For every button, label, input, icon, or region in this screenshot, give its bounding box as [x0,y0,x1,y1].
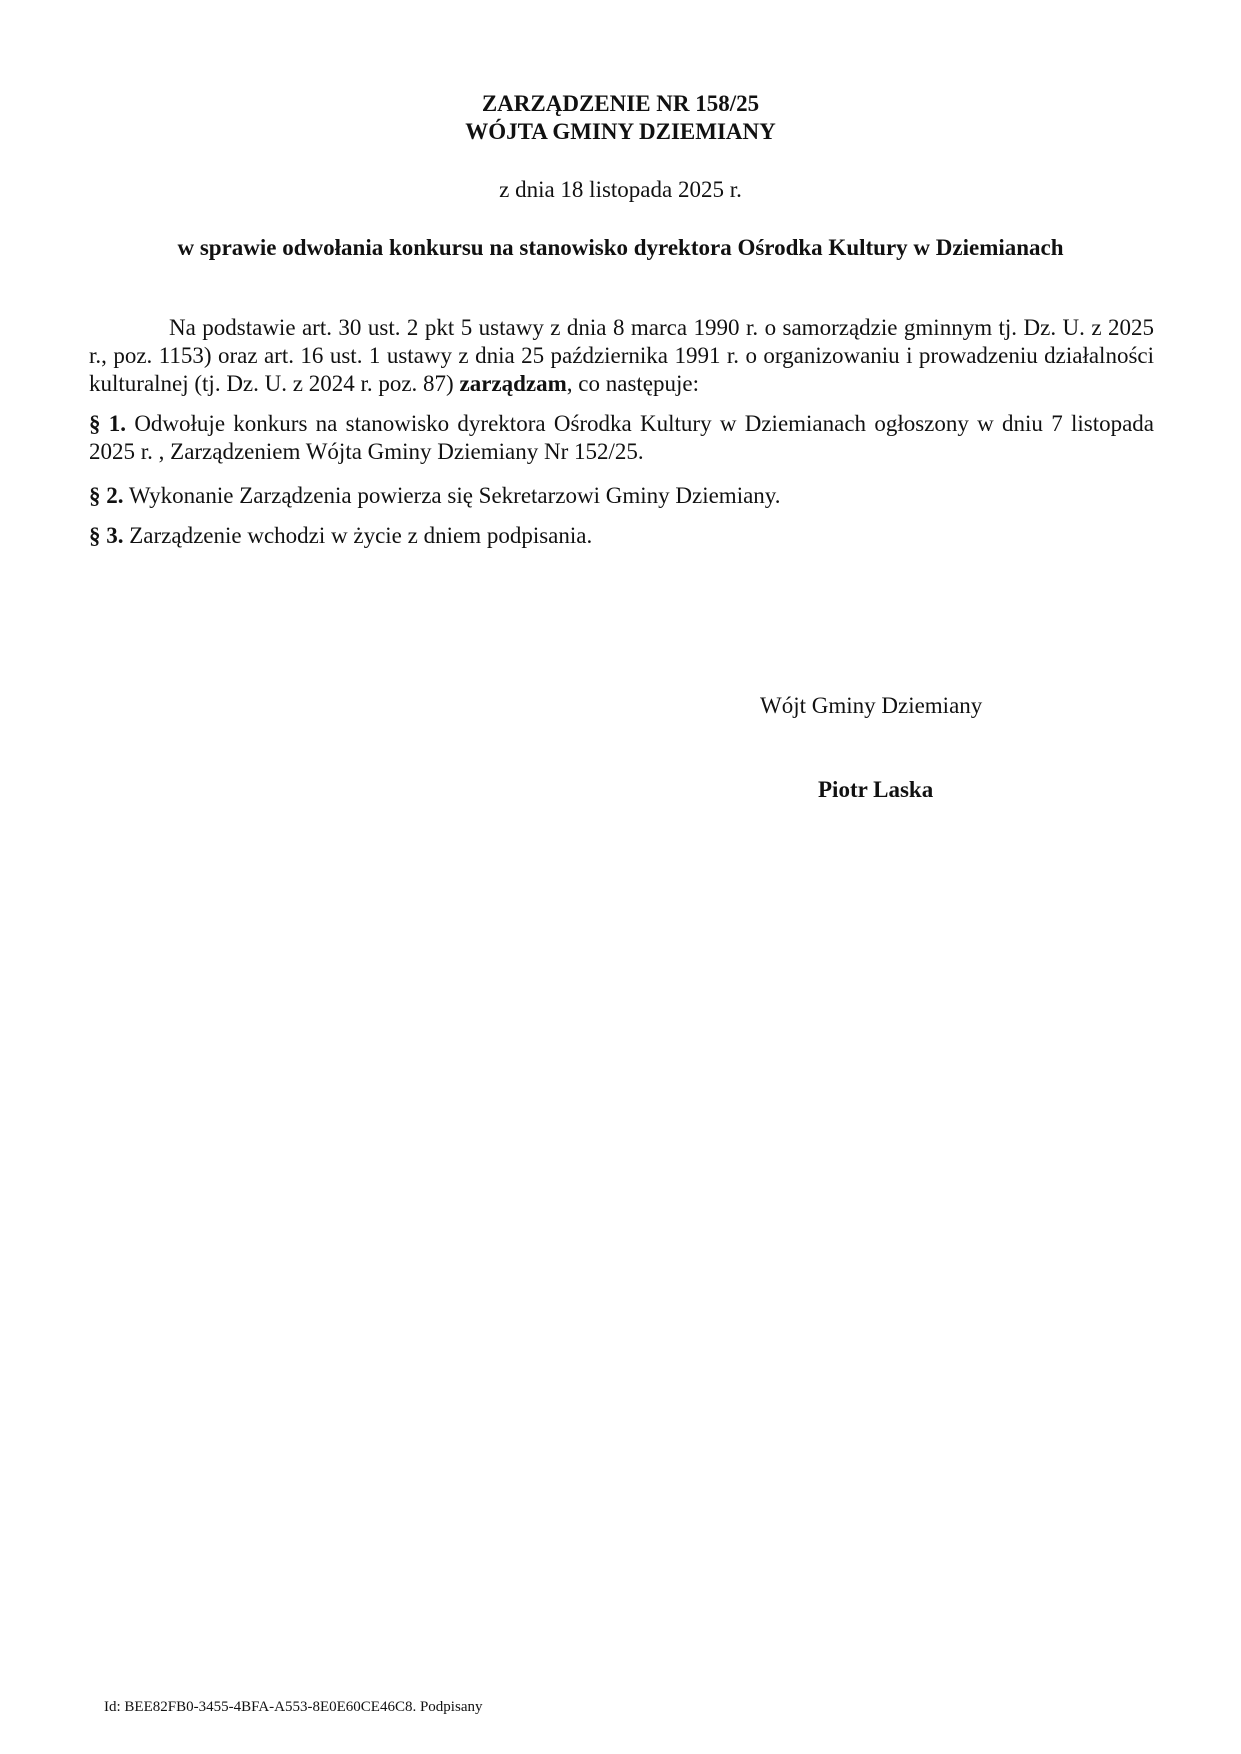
preamble-ending: , co następuje: [566,371,699,396]
paragraph-1 [89,410,1154,466]
paragraph-number: § 1. [89,411,127,436]
preamble-text: Na podstawie art. 30 ust. 2 pkt 5 ustawy z dnia 8 marca 1990 r. o samorządzie gminnym tj. Dz. U. z 2025 r., poz. 1153) oraz art. 16 ust. 1 ustawy z dnia 25 października 1991 r. o organizowaniu i prowadzeniu działalności kulturalnej (tj. Dz. U. z 2024 r. poz. 87) [89,315,1154,396]
preamble-bold-word: zarządzam [459,371,567,396]
paragraph-text: Zarządzenie wchodzi w życie z dniem podpisania. [129,523,593,548]
paragraph-3 [89,522,1154,550]
paragraph-text: Odwołuje konkurs na stanowisko dyrektora Ośrodka Kultury w Dziemianach ogłoszony w dniu 7 listopada 2025 r. , Zarządzeniem Wójta Gminy Dziemiany Nr 152/25. [89,411,1155,464]
paragraph-text: Wykonanie Zarządzenia powierza się Sekretarzowi Gminy Dziemiany. [128,483,781,508]
preamble [89,314,1154,398]
document-title-line-1: ZARZĄDZENIE NR 158/25 [481,91,760,116]
signature-role: Wójt Gminy Dziemiany [760,693,983,718]
paragraph-number: § 3. [89,523,124,548]
document-date: z dnia 18 listopada 2025 r. [499,177,742,202]
signature-name: Piotr Laska [818,777,934,802]
paragraph-2 [89,482,1154,510]
paragraph-number: § 2. [89,483,124,508]
document-footer-id: Id: BEE82FB0-3455-4BFA-A553-8E0E60CE46C8. Podpisany [104,1699,483,1715]
document-title-line-2: WÓJTA GMINY DZIEMIANY [465,119,776,144]
document-subject: w sprawie odwołania konkursu na stanowisko dyrektora Ośrodka Kultury w Dziemianach [177,235,1064,260]
